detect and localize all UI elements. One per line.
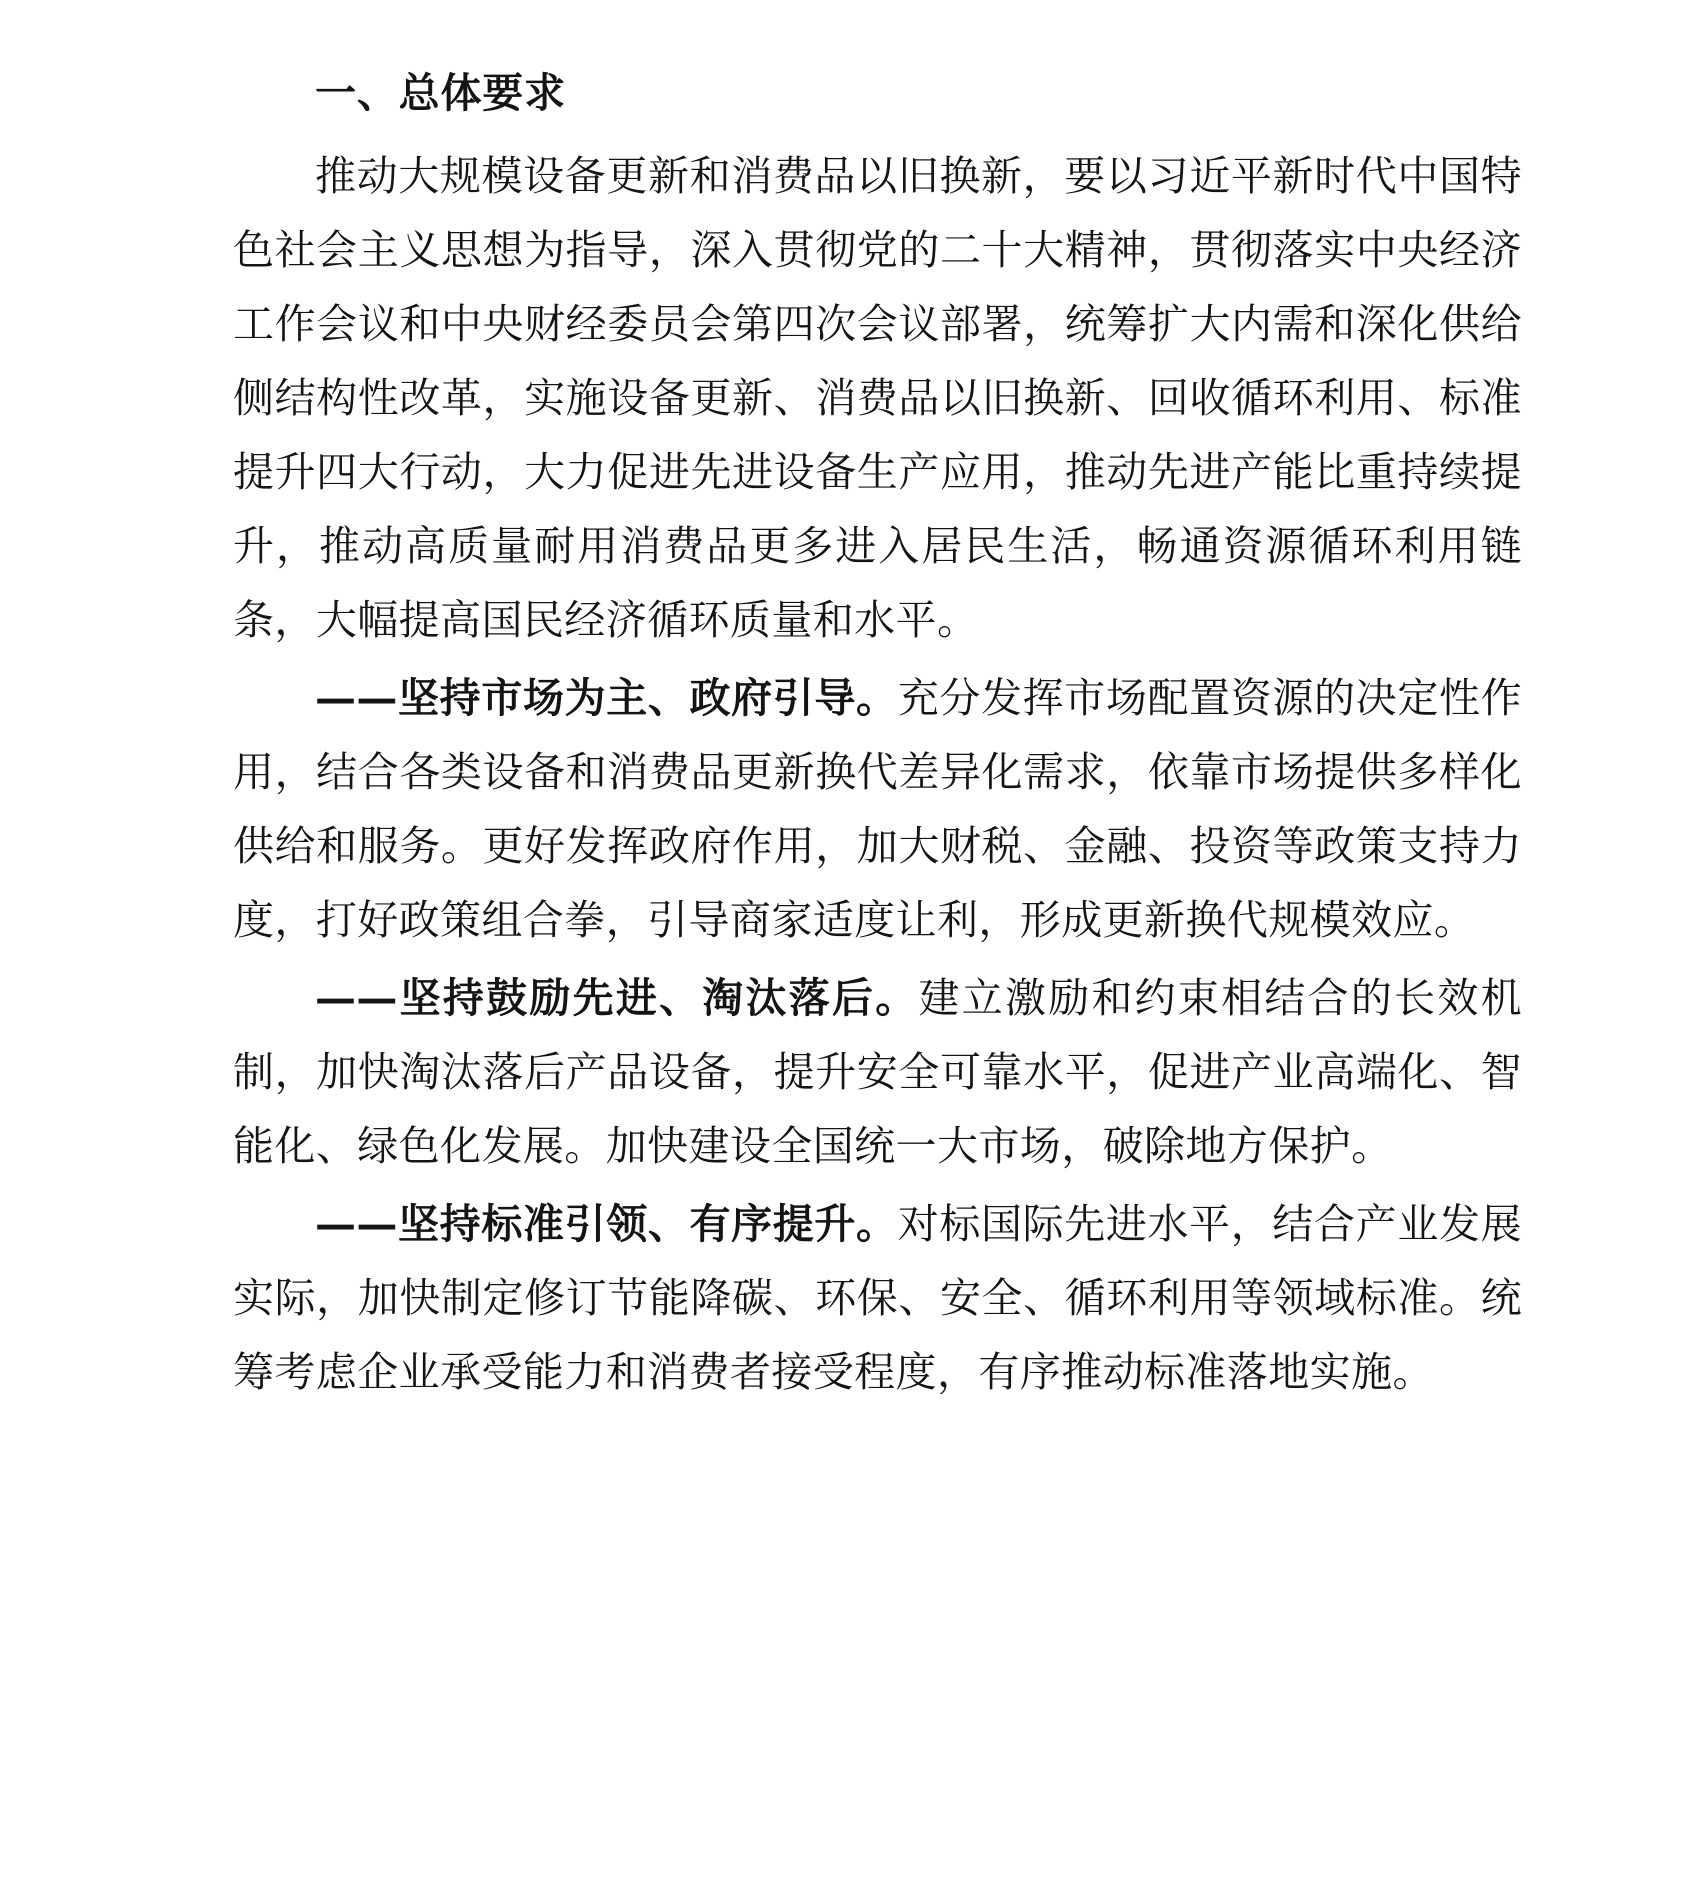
paragraph-principle-standard xyxy=(233,1187,1522,1409)
principle-advance-body: 建立激励和约束相结合的长效机制，加快淘汰落后产品设备，提升安全可靠水平，促进产业高端化、智能化、绿色化发展。加快建设全国统一大市场，破除地方保护。 xyxy=(233,974,1522,1171)
page-title: 一、总体要求 xyxy=(315,69,566,117)
principle-standard-body: 对标国际先进水平，结合产业发展实际，加快制定修订节能降碳、环保、安全、循环利用等领域标准。统筹考虑企业承受能力和消费者接受程度，有序推动标准落地实施。 xyxy=(233,1200,1522,1397)
principle-advance-lead: ——坚持鼓励先进、淘汰落后。 xyxy=(315,974,919,1023)
paragraph-overview: 推动大规模设备更新和消费品以旧换新，要以习近平新时代中国特色社会主义思想为指导，深入贯彻党的二十大精神，贯彻落实中央经济工作会议和中央财经委员会第四次会议部署，统筹扩大内需和深化供给侧结构性改革，实施设备更新、消费品以旧换新、回收循环利用、标准提升四大行动，大力促进先进设备生产应用，推动先进产能比重持续提升，推动高质量耐用消费品更多进入居民生活，畅通资源循环利用链条，大幅提高国民经济循环质量和水平。 xyxy=(233,152,1522,645)
paragraph-principle-market xyxy=(233,661,1522,957)
principle-market-body: 充分发挥市场配置资源的决定性作用，结合各类设备和消费品更新换代差异化需求，依靠市场提供多样化供给和服务。更好发挥政府作用，加大财税、金融、投资等政策支持力度，打好政策组合拳，引导商家适度让利，形成更新换代规模效应。 xyxy=(233,674,1522,945)
principle-standard-lead: ——坚持标准引领、有序提升。 xyxy=(315,1200,898,1249)
paragraph-principle-advance xyxy=(233,961,1522,1183)
principle-market-lead: ——坚持市场为主、政府引导。 xyxy=(315,674,898,723)
